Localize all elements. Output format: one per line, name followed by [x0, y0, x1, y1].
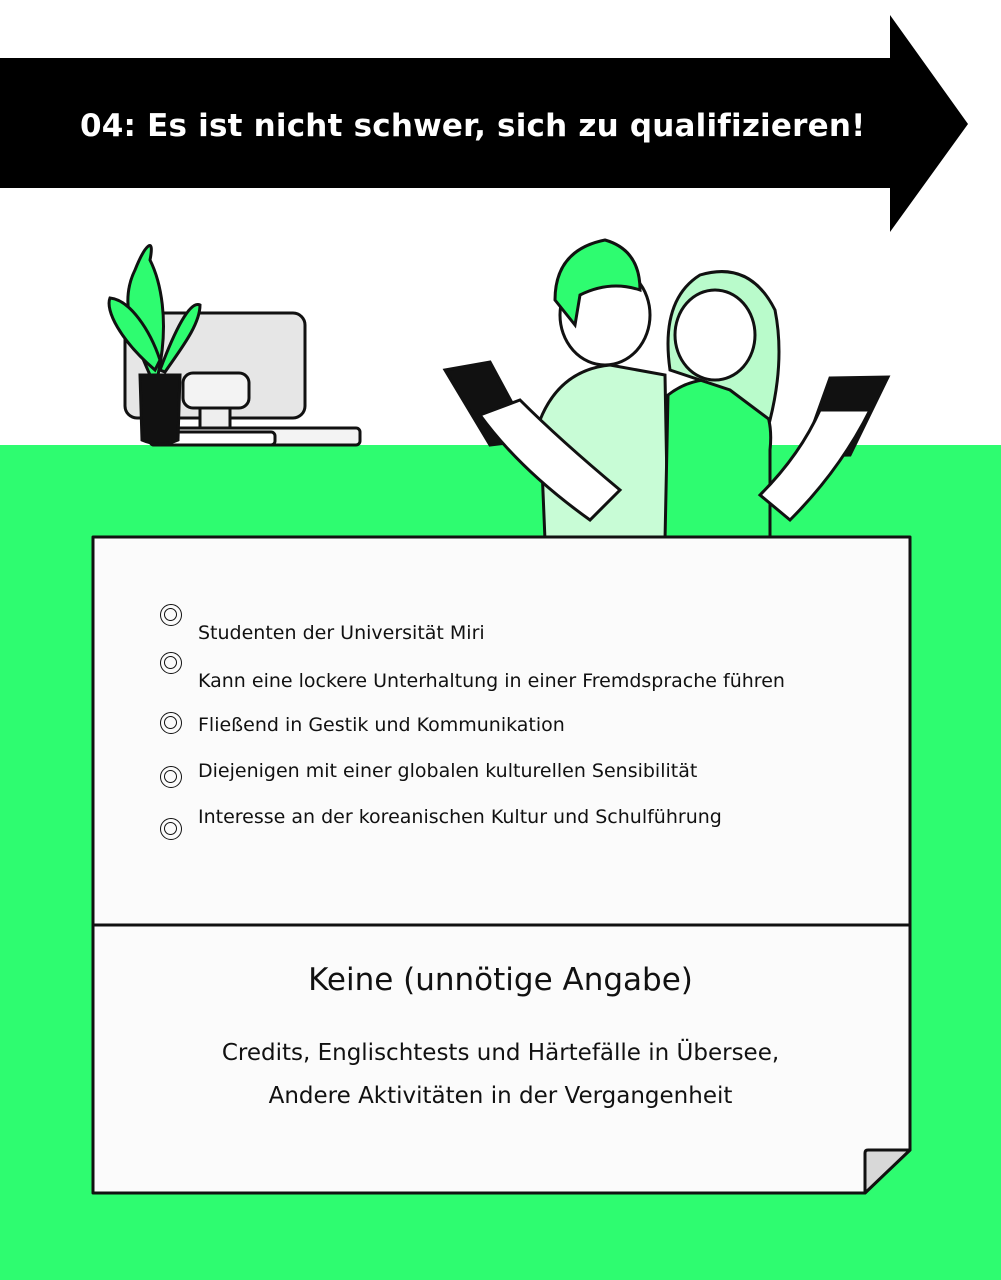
not-required-section [91, 962, 910, 1118]
page-curl-icon [865, 1150, 910, 1193]
not-required-heading: Keine (unnötige Angabe) [304, 962, 697, 998]
page-title: 04: Es ist nicht schwer, sich zu qualifizieren! [80, 108, 866, 144]
circle-bullet-icon [160, 712, 182, 734]
circle-bullet-icon [160, 766, 182, 788]
not-required-line: Andere Aktivitäten in der Vergangenheit [268, 1083, 733, 1109]
circle-bullet-icon [160, 652, 182, 674]
not-required-line: Credits, Englischtests und Härtefälle in Übersee, [221, 1040, 780, 1066]
circle-bullet-icon [160, 604, 182, 626]
circle-bullet-icon [160, 818, 182, 840]
